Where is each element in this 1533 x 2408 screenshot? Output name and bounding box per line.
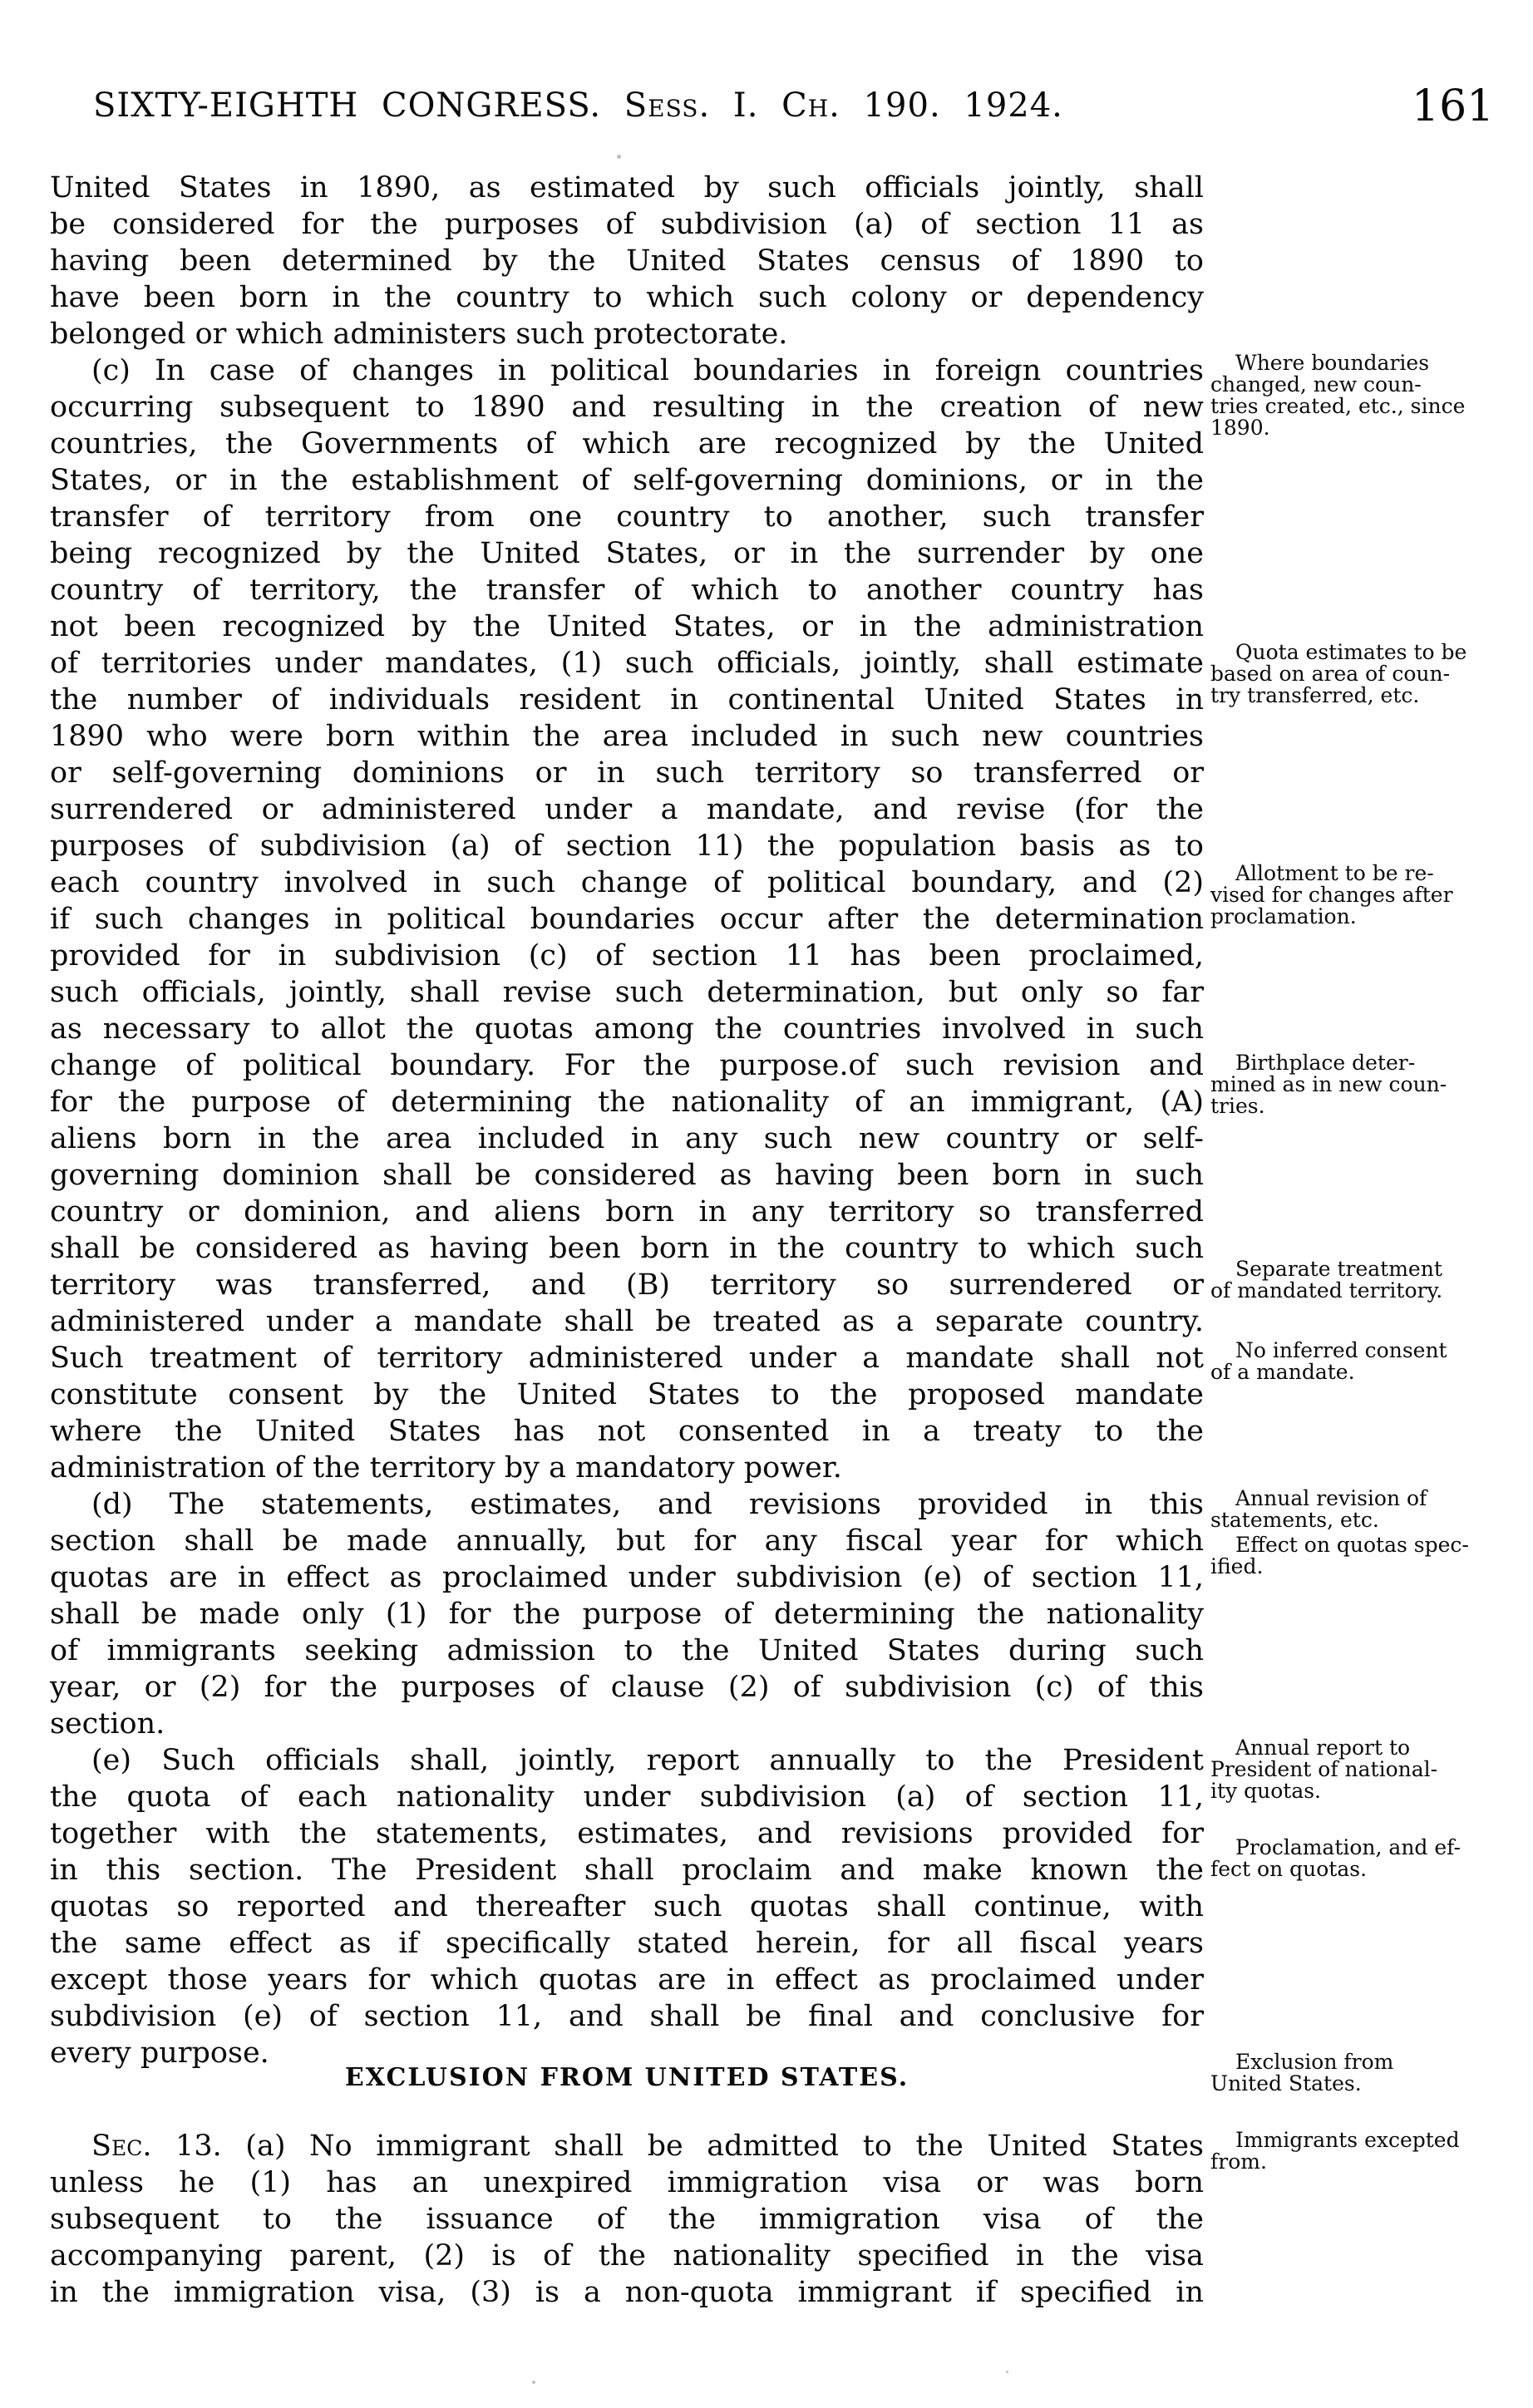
body-text-line: country of territory, the transfer of which to another country has bbox=[50, 574, 1204, 607]
body-text-line: shall be made only (1) for the purpose of determining the nationality bbox=[50, 1598, 1204, 1631]
body-text-line: transfer of territory from one country to another, such transfer bbox=[50, 500, 1204, 534]
body-text-line: for the purpose of determining the nationality of an immigrant, (A) bbox=[50, 1086, 1204, 1119]
section-number-lead: Sec. 13. bbox=[91, 2130, 222, 2163]
body-text-line: each country involved in such change of political boundary, and (2) bbox=[50, 866, 1204, 899]
body-text-line: purposes of subdivision (a) of section 11) the population basis as to bbox=[50, 830, 1204, 863]
margin-note-annual-revision: Annual revision of statements, etc. bbox=[1210, 1486, 1427, 1532]
body-text-line: such officials, jointly, shall revise such determination, but only so far bbox=[50, 976, 1204, 1009]
margin-note-birthplace: Birthplace deter- mined as in new coun- tries. bbox=[1210, 1051, 1447, 1118]
body-text-line: change of political boundary. For the purpose.of such revision and bbox=[50, 1049, 1204, 1082]
page-number: 161 bbox=[1412, 81, 1495, 131]
body-text-line: of immigrants seeking admission to the United States during such bbox=[50, 1634, 1204, 1667]
running-title: SIXTY-EIGHTH CONGRESS. Sess. I. Ch. 190. 1924. bbox=[93, 86, 1063, 125]
body-text-line: as necessary to allot the quotas among the countries involved in such bbox=[50, 1012, 1204, 1046]
margin-note-exclusion: Exclusion from United States. bbox=[1210, 2050, 1394, 2095]
margin-note-boundaries-changed: Where boundaries changed, new coun- tries created, etc., since 1890. bbox=[1210, 351, 1466, 440]
margin-note-quota-estimates: Quota estimates to be based on area of coun- try transferred, etc. bbox=[1210, 640, 1467, 707]
body-text-line: in the immigration visa, (3) is a non-quota immigrant if specified in bbox=[50, 2276, 1204, 2309]
section-heading: EXCLUSION FROM UNITED STATES. bbox=[344, 2063, 909, 2092]
margin-note-effect-on-quotas: Effect on quotas spec- ified. bbox=[1210, 1533, 1469, 1578]
body-text-line: constitute consent by the United States to the proposed mandate bbox=[50, 1378, 1204, 1411]
body-text-line: surrendered or administered under a mandate, and revise (for the bbox=[50, 793, 1204, 826]
body-text-line: section. bbox=[50, 1707, 165, 1741]
body-text-line: where the United States has not consented in a treaty to the bbox=[50, 1415, 1204, 1448]
scan-speck bbox=[1006, 2371, 1008, 2373]
body-text-line: be considered for the purposes of subdivision (a) of section 11 as bbox=[50, 208, 1204, 241]
body-text-line: (e) Such officials shall, jointly, report annually to the President bbox=[91, 1744, 1204, 1777]
body-text-line: if such changes in political boundaries occur after the determination bbox=[50, 903, 1204, 936]
body-text-line: (d) The statements, estimates, and revisions provided in this bbox=[91, 1488, 1204, 1521]
body-text-line: quotas so reported and thereafter such quotas shall continue, with bbox=[50, 1890, 1204, 1923]
body-text-line: governing dominion shall be considered as having been born in such bbox=[50, 1159, 1204, 1192]
body-text-line: 1890 who were born within the area included in such new countries bbox=[50, 720, 1204, 753]
body-text-line: not been recognized by the United States, or in the administration bbox=[50, 610, 1204, 643]
body-text-line: being recognized by the United States, or in the surrender by one bbox=[50, 537, 1204, 570]
margin-note-annual-report: Annual report to President of national- ity quotas. bbox=[1210, 1736, 1438, 1803]
body-text-line: provided for in subdivision (c) of section 11 has been proclaimed, bbox=[50, 939, 1204, 973]
body-text-line: accompanying parent, (2) is of the nationality specified in the visa bbox=[50, 2239, 1204, 2273]
body-text-line: Such treatment of territory administered under a mandate shall not bbox=[50, 1342, 1204, 1375]
body-text-line: section shall be made annually, but for any fiscal year for which bbox=[50, 1524, 1204, 1558]
body-text-line: of territories under mandates, (1) such officials, jointly, shall estimate bbox=[50, 647, 1204, 680]
body-text-line: States, or in the establishment of self-governing dominions, or in the bbox=[50, 464, 1204, 497]
body-text-line: territory was transferred, and (B) territory so surrendered or bbox=[50, 1268, 1204, 1302]
body-text-line: United States in 1890, as estimated by such officials jointly, shall bbox=[50, 171, 1204, 204]
body-text-line: subdivision (e) of section 11, and shall be final and conclusive for bbox=[50, 2000, 1204, 2033]
body-text-line: unless he (1) has an unexpired immigration visa or was born bbox=[50, 2166, 1204, 2199]
body-text-column bbox=[50, 170, 1204, 2071]
body-text-line: (c) In case of changes in political boundaries in foreign countries bbox=[91, 354, 1204, 387]
body-text-line: together with the statements, estimates, and revisions provided for bbox=[50, 1817, 1204, 1850]
body-text-line: administration of the territory by a mandatory power. bbox=[50, 1451, 842, 1485]
scan-speck bbox=[617, 155, 621, 159]
margin-note-allotment-revised: Allotment to be re- vised for changes after proclamation. bbox=[1210, 861, 1453, 928]
body-text-line: shall be considered as having been born in the country to which such bbox=[50, 1232, 1204, 1265]
scan-speck bbox=[532, 2381, 535, 2384]
body-text-line: aliens born in the area included in any such new country or self- bbox=[50, 1122, 1204, 1155]
body-text-line: the number of individuals resident in continental United States in bbox=[50, 683, 1204, 716]
body-text-line: the same effect as if specifically stated herein, for all fiscal years bbox=[50, 1927, 1204, 1960]
sec13-paragraph bbox=[50, 2128, 1204, 2311]
body-text-line: quotas are in effect as proclaimed under subdivision (e) of section 11, bbox=[50, 1561, 1204, 1594]
body-text-line: except those years for which quotas are in effect as proclaimed under bbox=[50, 1963, 1204, 1997]
body-text-line: administered under a mandate shall be treated as a separate country. bbox=[50, 1305, 1204, 1338]
body-text-line: countries, the Governments of which are recognized by the United bbox=[50, 427, 1204, 460]
body-text-line: subsequent to the issuance of the immigration visa of the bbox=[50, 2203, 1204, 2236]
body-text-line: in this section. The President shall proclaim and make known the bbox=[50, 1854, 1204, 1887]
margin-note-immigrants-excepted: Immigrants excepted from. bbox=[1210, 2128, 1460, 2174]
body-text-line: occurring subsequent to 1890 and resulting in the creation of new bbox=[50, 391, 1204, 424]
body-text-line: belonged or which administers such protectorate. bbox=[50, 318, 788, 351]
body-text-line: having been determined by the United States census of 1890 to bbox=[50, 244, 1204, 278]
body-text-line: or self-governing dominions or in such territory so transferred or bbox=[50, 756, 1204, 790]
body-text-line: Sec. 13. (a) No immigrant shall be admitted to the United States bbox=[91, 2130, 1204, 2163]
margin-note-proclamation: Proclamation, and ef- fect on quotas. bbox=[1210, 1835, 1461, 1881]
margin-note-no-inferred-consent: No inferred consent of a mandate. bbox=[1210, 1338, 1447, 1384]
body-text-line: country or dominion, and aliens born in any territory so transferred bbox=[50, 1195, 1204, 1229]
margin-note-separate-treatment: Separate treatment of mandated territory. bbox=[1210, 1257, 1443, 1302]
body-text-line: the quota of each nationality under subdivision (a) of section 11, bbox=[50, 1780, 1204, 1814]
body-text-line: have been born in the country to which such colony or dependency bbox=[50, 281, 1204, 314]
body-text-line: every purpose. bbox=[50, 2036, 269, 2070]
body-text-line: year, or (2) for the purposes of clause (2) of subdivision (c) of this bbox=[50, 1671, 1204, 1704]
